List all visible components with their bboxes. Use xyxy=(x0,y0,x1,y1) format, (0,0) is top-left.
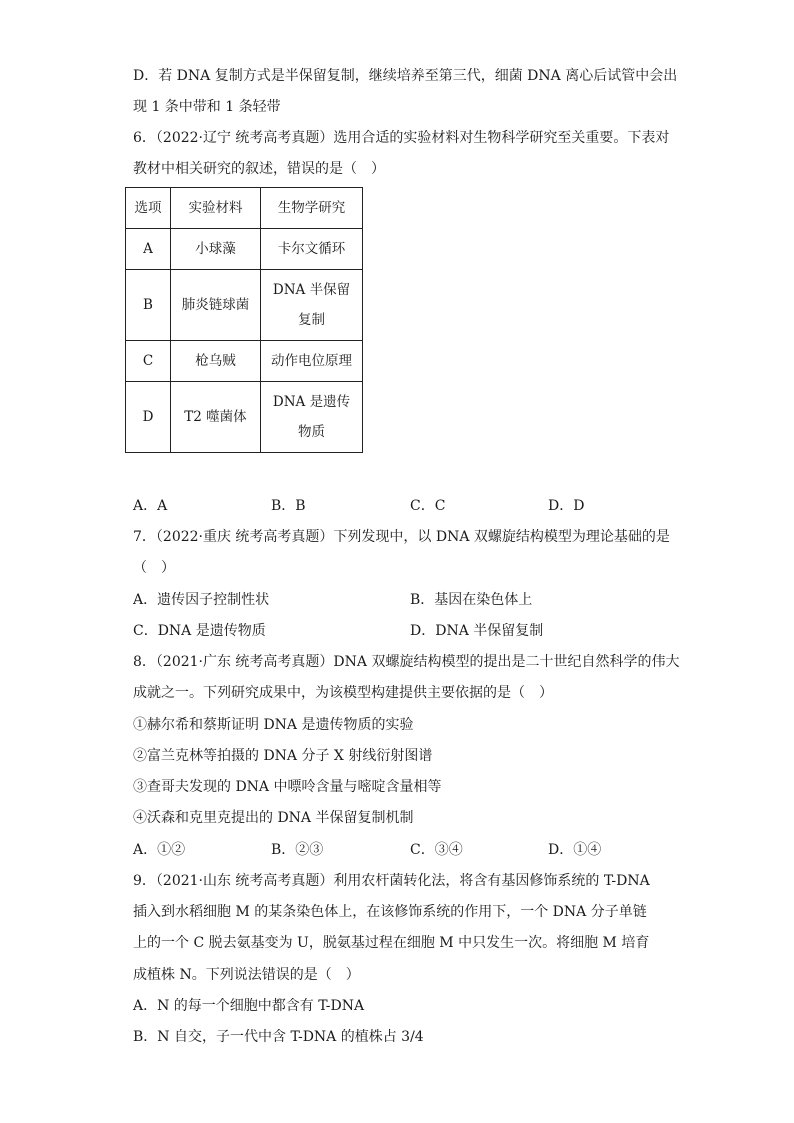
q8-option-d: D．①④ xyxy=(548,842,602,858)
header-research: 生物学研究 xyxy=(261,188,363,229)
cell-material: T2 噬菌体 xyxy=(171,382,261,453)
q9-stem-line1: 9．（2021·山东 统考高考真题）利用农杆菌转化法，将含有基因修饰系统的 T-DNA xyxy=(133,873,650,889)
q7-option-c: C．DNA 是遗传物质 xyxy=(133,623,266,639)
q6-table xyxy=(125,187,363,453)
q9-stem-line4: 成植株 N。下列说法错误的是（ ） xyxy=(133,967,360,983)
cell-research-line1: DNA 半保留 xyxy=(272,282,351,298)
table-row xyxy=(126,229,363,270)
q8-option-c: C．③④ xyxy=(410,842,463,858)
cell-research-line2: 复制 xyxy=(298,312,325,328)
q6-option-c: C．C xyxy=(410,498,446,514)
q6-option-d: D．D xyxy=(548,498,585,514)
q7-stem-line1: 7．（2022·重庆 统考高考真题）下列发现中，以 DNA 双螺旋结构模型为理论基础的是 xyxy=(133,529,670,545)
cell-material: 肺炎链球菌 xyxy=(171,270,261,341)
cell-research xyxy=(261,382,363,453)
q9-stem-line2: 插入到水稻细胞 M 的某条染色体上，在该修饰系统的作用下，一个 DNA 分子单链 xyxy=(133,904,647,920)
cell-option: D xyxy=(126,382,171,453)
q5-option-d-line2: 现 1 条中带和 1 条轻带 xyxy=(133,99,281,115)
cell-research: 动作电位原理 xyxy=(261,341,363,382)
cell-option: B xyxy=(126,270,171,341)
q6-option-a: A．A xyxy=(133,498,168,514)
cell-material: 枪乌贼 xyxy=(171,341,261,382)
q5-option-d-line1: D．若 DNA 复制方式是半保留复制，继续培养至第三代，细菌 DNA 离心后试管中会出 xyxy=(133,68,678,84)
cell-option: A xyxy=(126,229,171,270)
table-row xyxy=(126,341,363,382)
q8-item-1: ①赫尔希和蔡斯证明 DNA 是遗传物质的实验 xyxy=(133,717,414,733)
cell-research xyxy=(261,270,363,341)
cell-material: 小球藻 xyxy=(171,229,261,270)
q7-stem-line2: （ ） xyxy=(133,560,175,576)
table-row xyxy=(126,382,363,453)
q7-option-b: B．基因在染色体上 xyxy=(410,592,533,608)
q9-option-b: B．N 自交，子一代中含 T-DNA 的植株占 3/4 xyxy=(133,1029,424,1045)
cell-option: C xyxy=(126,341,171,382)
table-header-row xyxy=(126,188,363,229)
table-row xyxy=(126,270,363,341)
q8-item-4: ④沃森和克里克提出的 DNA 半保留复制机制 xyxy=(133,810,414,826)
q8-option-b: B．②③ xyxy=(271,842,324,858)
cell-research: 卡尔文循环 xyxy=(261,229,363,270)
q6-option-b: B．B xyxy=(271,498,306,514)
header-material: 实验材料 xyxy=(171,188,261,229)
q9-option-a: A．N 的每一个细胞中都含有 T-DNA xyxy=(133,998,365,1014)
q8-item-3: ③查哥夫发现的 DNA 中嘌呤含量与嘧啶含量相等 xyxy=(133,779,442,795)
cell-research-line1: DNA 是遗传 xyxy=(272,394,351,410)
q7-option-d: D．DNA 半保留复制 xyxy=(410,623,544,639)
q6-stem-line1: 6．（2022·辽宁 统考高考真题）选用合适的实验材料对生物科学研究至关重要。下表对 xyxy=(133,130,670,146)
cell-research-line2: 物质 xyxy=(298,424,325,440)
q6-stem-line2: 教材中相关研究的叙述，错误的是（ ） xyxy=(133,161,385,177)
q8-stem-line2: 成就之一。下列研究成果中，为该模型构建提供主要依据的是（ ） xyxy=(133,685,553,701)
q8-item-2: ②富兰克林等拍摄的 DNA 分子 X 射线衍射图谱 xyxy=(133,748,433,764)
q8-stem-line1: 8．（2021·广东 统考高考真题）DNA 双螺旋结构模型的提出是二十世纪自然科学的伟大 xyxy=(133,654,680,670)
q8-option-a: A．①② xyxy=(133,842,186,858)
q9-stem-line3: 上的一个 C 脱去氨基变为 U，脱氨基过程在细胞 M 中只发生一次。将细胞 M 培育 xyxy=(133,935,650,951)
header-option: 选项 xyxy=(126,188,171,229)
q7-option-a: A．遗传因子控制性状 xyxy=(133,592,270,608)
